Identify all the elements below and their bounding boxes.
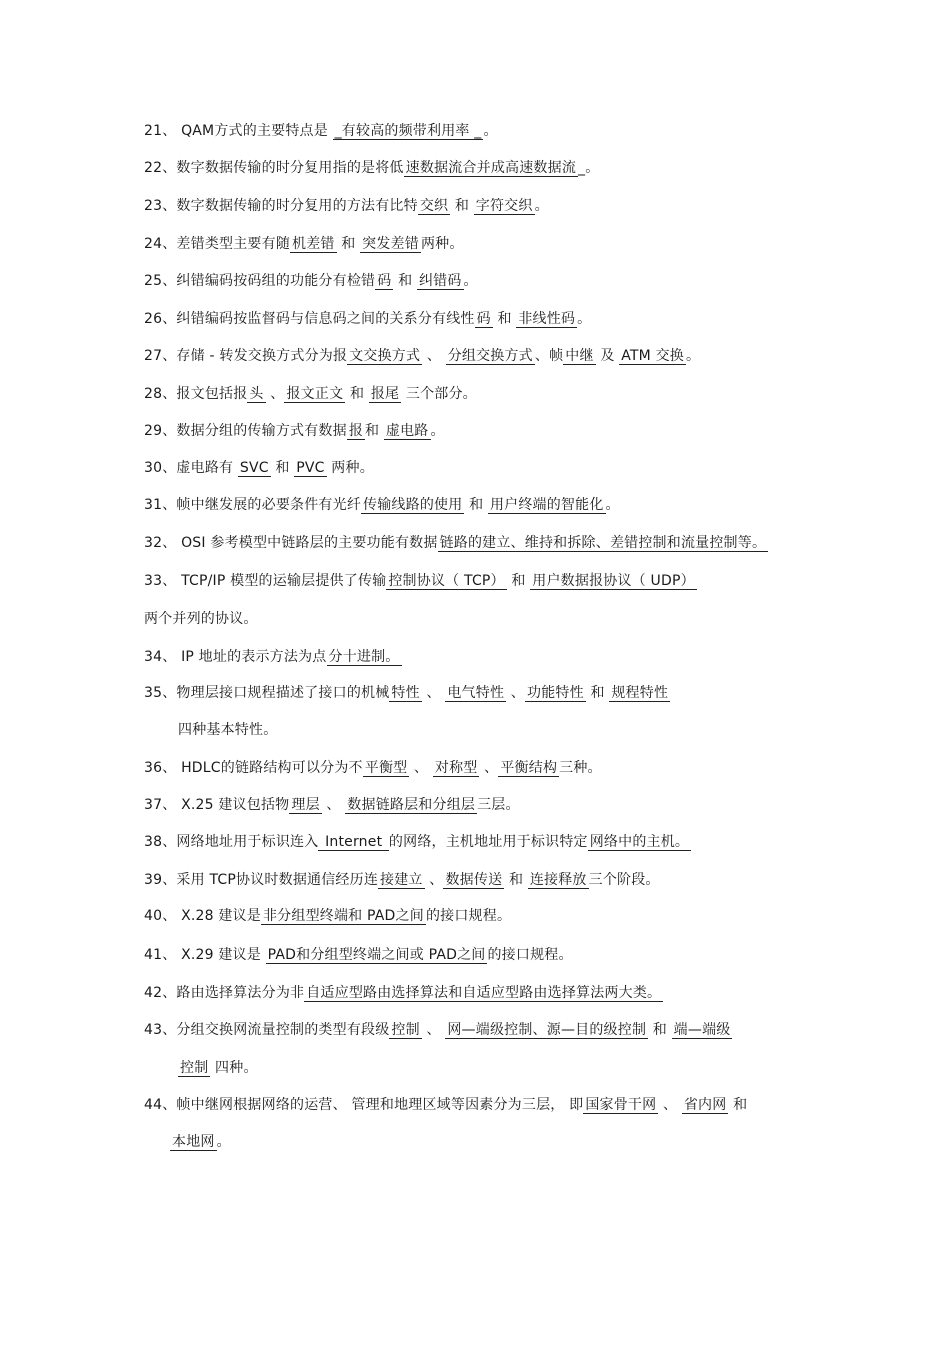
question-text: 及 [595, 348, 620, 364]
answer-blank: 对称型 [434, 760, 478, 776]
question-line [144, 158, 599, 178]
answer-blank: 本地网 [172, 1134, 215, 1150]
answer-blank: 理层 [291, 797, 320, 813]
answer-blank: SVC [239, 460, 269, 476]
question-text: 和 [336, 236, 361, 252]
question-line [170, 1132, 231, 1152]
question-line [178, 1058, 258, 1078]
question-line [144, 832, 691, 852]
question-line [144, 683, 670, 703]
question-text: 的接口规程。 [487, 947, 573, 963]
answer-blank: 功能特性 [527, 685, 584, 701]
question-text: 。 [605, 497, 620, 513]
answer-blank: 传输线路的使用 [363, 497, 463, 513]
question-line [144, 121, 498, 141]
question-text: 三个阶段。 [588, 872, 660, 888]
question-text: 和 [345, 386, 369, 402]
answer-blank: 数据链路层和分组层 [347, 797, 476, 813]
question-text: 和 [393, 273, 417, 289]
question-text: 、 [321, 797, 346, 813]
question-text: 43、分组交换网流量控制的类型有段级 [144, 1022, 390, 1038]
question-line [144, 983, 663, 1003]
question-text: 、 [422, 348, 446, 364]
answer-blank: 虚电路 [385, 423, 429, 439]
question-text: 、帧 [534, 348, 564, 364]
question-text: 33、 TCP/IP 模型的运输层提供了传输 [144, 573, 387, 589]
question-text: 和 [728, 1097, 748, 1113]
answer-blank: 数据传送 [445, 872, 503, 888]
answer-blank: _有较高的频带利用率 _ [334, 123, 482, 139]
question-text: 和 [450, 198, 474, 214]
answer-blank: 码 [476, 311, 491, 327]
question-text: 38、网络地址用于标识连入 [144, 834, 319, 850]
question-text: 、 [479, 760, 499, 776]
answer-blank: ATM 交换 [621, 348, 684, 364]
question-text: 44、帧中继网根据网络的运营、 管理和地理区域等因素分为三层， 即 [144, 1097, 584, 1113]
answer-blank: 报文正文 [286, 386, 344, 402]
question-text: 三层。 [477, 797, 520, 813]
answer-blank: 规程特性 [611, 685, 669, 701]
answer-blank: 机差错 [292, 236, 335, 252]
answer-blank: Internet [320, 834, 387, 850]
question-text: 37、 X.25 建议包括物 [144, 797, 290, 813]
question-text: 和 [270, 460, 295, 476]
question-text: 、 [409, 760, 433, 776]
question-text: 30、虚电路有 [144, 460, 238, 476]
answer-blank: 网—端级控制、源—目的级控制 [447, 1022, 647, 1038]
answer-blank: 省内网 [683, 1097, 727, 1113]
answer-blank: 交织 [419, 198, 449, 214]
answer-blank: 国家骨干网 [585, 1097, 657, 1113]
question-line [144, 458, 374, 478]
answer-blank: 码 [377, 273, 392, 289]
question-line [144, 795, 520, 815]
question-text: 29、数据分组的传输方式有数据 [144, 423, 347, 439]
answer-blank: 纠错码 [418, 273, 462, 289]
question-text: 34、 IP 地址的表示方法为点 [144, 649, 327, 665]
answer-blank: 特性 [391, 685, 420, 701]
question-line [144, 196, 549, 216]
answer-blank: 突发差错 [362, 236, 419, 252]
question-text: 。 [463, 273, 478, 289]
question-text: 两种。 [420, 236, 464, 252]
answer-blank: 自适应型路由选择算法和自适应型路由选择算法两大类。 [306, 985, 662, 1001]
answer-blank: 连接释放 [529, 872, 587, 888]
question-text: 两个并列的协议。 [144, 611, 258, 627]
answer-blank: 用户终端的智能化 [489, 497, 604, 513]
answer-blank: 头 [249, 386, 264, 402]
question-line [144, 533, 768, 553]
question-text: 四种。 [210, 1060, 258, 1076]
question-text: 35、物理层接口规程描述了接口的机械 [144, 685, 390, 701]
answer-blank: 控制 [180, 1060, 209, 1076]
question-text: 的网络，主机地址用于标识特定 [388, 834, 588, 850]
answer-blank: 报 [348, 423, 364, 439]
question-line [144, 571, 697, 591]
question-text: 和 [504, 872, 528, 888]
answer-blank: 字符交织 [475, 198, 533, 214]
question-text: 。 [686, 348, 701, 364]
question-text: 、 [658, 1097, 682, 1113]
question-text: 36、 HDLC的链路结构可以分为不 [144, 760, 363, 776]
question-line [144, 1020, 732, 1040]
answer-blank: 非线性码 [518, 311, 576, 327]
answer-blank: 分组交换方式 [447, 348, 533, 364]
question-text: 和 [464, 497, 488, 513]
question-text: 的接口规程。 [425, 908, 512, 924]
question-text: 22、数字数据传输的时分复用指的是将低 [144, 160, 404, 176]
question-line [144, 906, 511, 926]
question-line [144, 421, 445, 441]
question-text: 。 [216, 1134, 231, 1150]
question-text: 42、路由选择算法分为非 [144, 985, 305, 1001]
question-text: 和 [648, 1022, 672, 1038]
answer-blank: 端—端级 [673, 1022, 731, 1038]
question-line [144, 271, 478, 291]
question-text: 和 [585, 685, 610, 701]
question-text: 四种基本特性。 [178, 722, 278, 738]
question-text: 、 [265, 386, 285, 402]
question-line [144, 1095, 747, 1115]
question-text: 26、纠错编码按监督码与信息码之间的关系分有线性 [144, 311, 475, 327]
answer-blank: 平衡型 [364, 760, 408, 776]
question-line [144, 309, 591, 329]
answer-blank: 用户数据报协议（ UDP） [532, 573, 695, 589]
question-line [144, 384, 477, 404]
answer-blank: 分十进制。 [328, 649, 400, 665]
question-text: 31、帧中继发展的必要条件有光纤 [144, 497, 362, 513]
answer-blank: 控制 [391, 1022, 420, 1038]
question-text: 、 [421, 685, 446, 701]
answer-blank: 报尾 [370, 386, 400, 402]
question-line [144, 346, 700, 366]
answer-blank: PVC [296, 460, 325, 476]
question-text: 40、 X.28 建议是 [144, 908, 261, 924]
answer-blank: 控制协议（ TCP） [388, 573, 505, 589]
question-line [178, 720, 277, 740]
answer-blank: 非分组型终端和 PAD之间 [262, 908, 424, 924]
question-line [144, 609, 258, 629]
answer-blank: 链路的建立、维持和拆除、差错控制和流量控制等。 [439, 535, 767, 551]
answer-blank: 电气特性 [447, 685, 505, 701]
question-text: 32、 OSI 参考模型中链路层的主要功能有数据 [144, 535, 438, 551]
answer-blank: 网络中的主机。 [589, 834, 690, 850]
question-text: 和 [365, 423, 384, 439]
question-text: _。 [578, 160, 600, 176]
question-line [144, 945, 573, 965]
question-text: 39、采用 TCP协议时数据通信经历连 [144, 872, 379, 888]
question-line [144, 647, 402, 667]
question-text: 27、存储 - 转发交换方式分为报 [144, 348, 348, 364]
question-text: 三种。 [559, 760, 602, 776]
question-line [144, 234, 464, 254]
question-text: 。 [534, 198, 549, 214]
answer-blank: PAD和分组型终端之间或 PAD之间 [267, 947, 486, 963]
question-text: 两种。 [326, 460, 374, 476]
question-text: 21、 QAM方式的主要特点是 [144, 123, 333, 139]
question-text: 和 [506, 573, 531, 589]
question-text: 和 [492, 311, 517, 327]
question-line [144, 870, 660, 890]
question-text: 、 [506, 685, 526, 701]
answer-blank: 速数据流合并成高速数据流 [405, 160, 577, 176]
answer-blank: 平衡结构 [500, 760, 558, 776]
question-text: 三个部分。 [401, 386, 477, 402]
question-text: 。 [430, 423, 445, 439]
question-text: 、 [424, 872, 444, 888]
question-line [144, 758, 602, 778]
question-text: 。 [577, 311, 592, 327]
answer-blank: 中继 [565, 348, 594, 364]
question-text: 。 [483, 123, 498, 139]
question-text: 28、报文包括报 [144, 386, 248, 402]
question-text: 41、 X.29 建议是 [144, 947, 266, 963]
question-text: 23、数字数据传输的时分复用的方法有比特 [144, 198, 418, 214]
answer-blank: 文交换方式 [349, 348, 421, 364]
question-text: 、 [421, 1022, 446, 1038]
question-line [144, 495, 620, 515]
question-text: 24、差错类型主要有随 [144, 236, 291, 252]
answer-blank: 接建立 [380, 872, 423, 888]
question-text: 25、纠错编码按码组的功能分有检错 [144, 273, 376, 289]
